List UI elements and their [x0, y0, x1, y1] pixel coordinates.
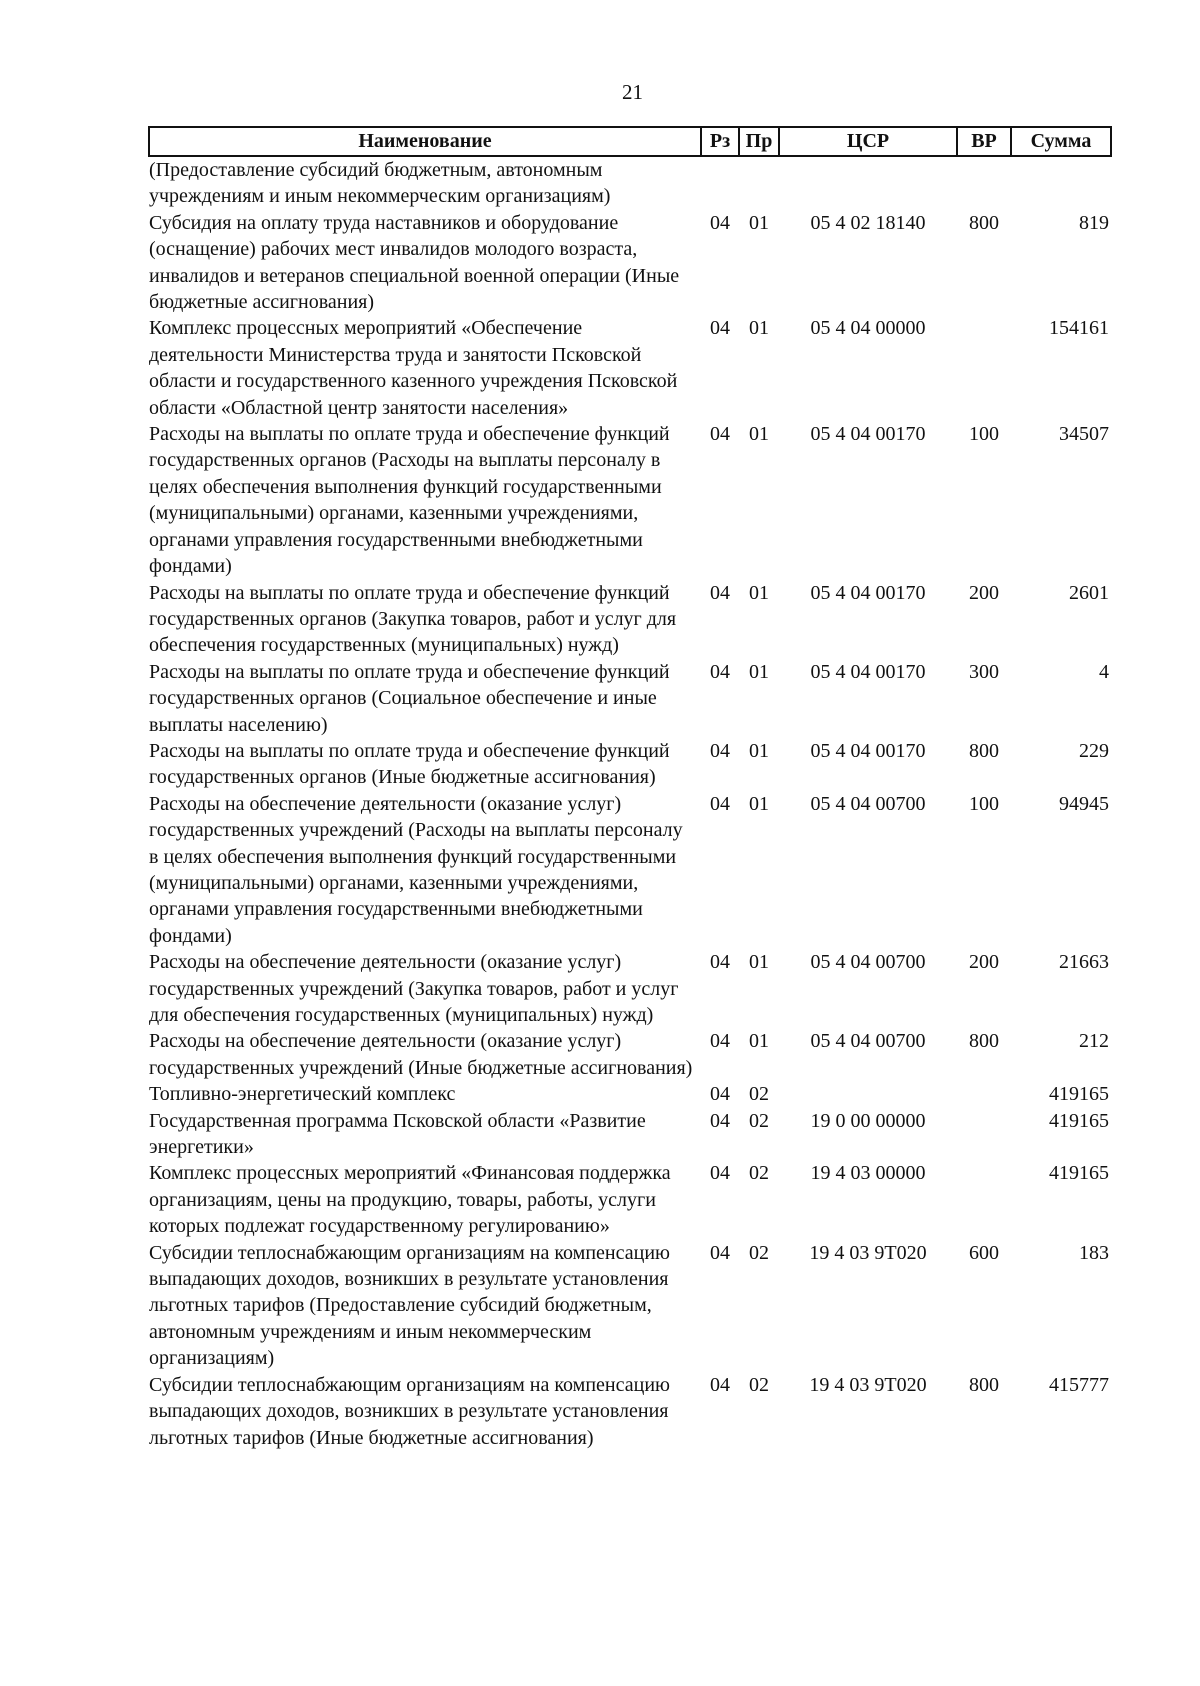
cell-csr: [779, 1081, 957, 1107]
cell-csr: 05 4 04 00170: [810, 581, 926, 604]
cell-sum: 21663: [1059, 951, 1109, 974]
header-vr: ВР: [957, 127, 1011, 156]
table-row: [149, 1081, 1111, 1107]
cell-sum: 2601: [1069, 581, 1109, 604]
cell-pr: 01: [749, 317, 769, 340]
header-rz: Рз: [701, 127, 739, 156]
cell-sum: 419165: [1049, 1083, 1109, 1106]
cell-rz: 04: [710, 1083, 730, 1106]
cell-pr: 02: [749, 1083, 769, 1106]
cell-sum: 183: [1079, 1241, 1109, 1264]
cell-csr: 19 0 00 00000: [810, 1109, 926, 1132]
cell-csr: 05 4 04 00700: [810, 792, 926, 815]
cell-name: Расходы на выплаты по оплате труда и обеспечение функций государственных органов (Расходы на выплаты персоналу в целях обеспечения выполнения функций государственными (муниципальными) органами, казенными учреждениями, органами управления государственными внебюджетными фондами): [149, 423, 670, 578]
cell-csr: 05 4 04 00700: [810, 1030, 926, 1053]
table-row: [149, 791, 1111, 949]
table-row: [149, 1372, 1111, 1451]
header-name: Наименование: [149, 127, 701, 156]
cell-rz: 04: [710, 317, 730, 340]
cell-csr: 19 4 03 00000: [810, 1162, 926, 1185]
cell-vr: [957, 1081, 1011, 1107]
cell-vr: 800: [969, 739, 999, 762]
cell-name: Расходы на выплаты по оплате труда и обеспечение функций государственных органов (Социальное обеспечение и иные выплаты населению): [149, 660, 670, 736]
cell-name: Государственная программа Псковской области «Развитие энергетики»: [149, 1109, 646, 1159]
cell-rz: 04: [710, 1109, 730, 1132]
cell-csr: 19 4 03 9Т020: [809, 1373, 927, 1396]
table-row: [149, 1240, 1111, 1372]
cell-rz: 04: [710, 1162, 730, 1185]
cell-csr: 05 4 04 00170: [810, 423, 926, 446]
cell-pr: 01: [749, 581, 769, 604]
cell-pr: 01: [749, 211, 769, 234]
cell-csr: 05 4 04 00170: [810, 660, 926, 683]
table-body: [149, 156, 1111, 1451]
cell-vr: 800: [969, 211, 999, 234]
table-row: [149, 949, 1111, 1028]
cell-pr: 02: [749, 1162, 769, 1185]
table-row: [149, 1108, 1111, 1161]
cell-pr: 01: [749, 660, 769, 683]
cell-sum: 154161: [1049, 317, 1109, 340]
cell-name: Субсидии теплоснабжающим организациям на компенсацию выпадающих доходов, возникших в результате установления льготных тарифов (Иные бюджетные ассигнования): [149, 1373, 670, 1449]
cell-vr: 100: [969, 792, 999, 815]
header-sum: Сумма: [1011, 127, 1111, 156]
cell-vr: 600: [969, 1241, 999, 1264]
header-csr: ЦСР: [779, 127, 957, 156]
cell-csr: 19 4 03 9Т020: [809, 1241, 927, 1264]
cell-vr: 300: [969, 660, 999, 683]
cell-vr: 800: [969, 1373, 999, 1396]
cell-name: Расходы на обеспечение деятельности (оказание услуг) государственных учреждений (Иные бюджетные ассигнования): [149, 1030, 693, 1079]
cell-name: (Предоставление субсидий бюджетным, автономным учреждениям и иным некоммерческим организациям): [149, 159, 611, 208]
table-row: [149, 315, 1111, 421]
table-header: [149, 127, 1111, 156]
cell-vr: 200: [969, 581, 999, 604]
cell-vr: [957, 1108, 1011, 1161]
cell-pr: 01: [749, 739, 769, 762]
cell-sum: 819: [1079, 211, 1109, 234]
table-row: [149, 156, 1111, 210]
cell-sum: 34507: [1059, 423, 1109, 446]
cell-csr: [779, 156, 957, 210]
cell-rz: 04: [710, 1030, 730, 1053]
page-number: 21: [622, 80, 643, 104]
cell-rz: 04: [710, 1373, 730, 1396]
cell-rz: 04: [710, 423, 730, 446]
cell-pr: 02: [749, 1109, 769, 1132]
cell-sum: [1011, 156, 1111, 210]
cell-rz: 04: [710, 660, 730, 683]
table-row: [149, 1160, 1111, 1239]
cell-name: Расходы на выплаты по оплате труда и обеспечение функций государственных органов (Закупка товаров, работ и услуг для обеспечения государственных (муниципальных) нужд): [149, 581, 677, 657]
cell-name: Комплекс процессных мероприятий «Обеспечение деятельности Министерства труда и занятости Псковской области и государственного казенного учреждения Псковской области «Областной центр занятости населения»: [149, 317, 678, 419]
cell-sum: 419165: [1049, 1162, 1109, 1185]
table-row: [149, 580, 1111, 659]
cell-sum: 419165: [1049, 1109, 1109, 1132]
cell-csr: 05 4 04 00000: [810, 317, 926, 340]
cell-rz: 04: [710, 951, 730, 974]
cell-vr: [957, 315, 1011, 421]
cell-pr: 01: [749, 423, 769, 446]
cell-rz: 04: [710, 792, 730, 815]
header-pr: Пр: [739, 127, 779, 156]
cell-vr: 800: [969, 1030, 999, 1053]
cell-name: Субсидии теплоснабжающим организациям на компенсацию выпадающих доходов, возникших в результате установления льготных тарифов (Предоставление субсидий бюджетным, автономным учреждениям и иным некоммерческим организациям): [149, 1241, 670, 1370]
cell-csr: 05 4 04 00700: [810, 951, 926, 974]
cell-vr: [957, 1160, 1011, 1239]
cell-sum: 212: [1079, 1030, 1109, 1053]
cell-rz: 04: [710, 739, 730, 762]
table-row: [149, 659, 1111, 738]
table-row: [149, 421, 1111, 579]
cell-rz: 04: [710, 581, 730, 604]
cell-rz: 04: [710, 1241, 730, 1264]
table-row: [149, 738, 1111, 791]
cell-pr: 01: [749, 792, 769, 815]
cell-csr: 05 4 04 00170: [810, 739, 926, 762]
cell-pr: 02: [749, 1373, 769, 1396]
cell-pr: 02: [749, 1241, 769, 1264]
cell-sum: 94945: [1059, 792, 1109, 815]
cell-sum: 4: [1099, 660, 1109, 683]
cell-name: Расходы на обеспечение деятельности (оказание услуг) государственных учреждений (Расходы на выплаты персоналу в целях обеспечения выполнения функций государственными (муниципальными) органами, казенными учреждениями, органами управления государственными внебюджетными фондами): [149, 792, 683, 947]
cell-vr: 100: [969, 423, 999, 446]
cell-pr: 01: [749, 1030, 769, 1053]
cell-rz: [701, 156, 739, 210]
table-row: [149, 1028, 1111, 1081]
table-row: [149, 210, 1111, 316]
cell-name: Топливно-энергетический комплекс: [149, 1083, 456, 1106]
cell-sum: 229: [1079, 739, 1109, 762]
cell-name: Расходы на выплаты по оплате труда и обеспечение функций государственных органов (Иные бюджетные ассигнования): [149, 739, 670, 789]
budget-table: [148, 126, 1112, 1451]
cell-csr: 05 4 02 18140: [810, 211, 926, 234]
cell-pr: [739, 156, 779, 210]
cell-name: Комплекс процессных мероприятий «Финансовая поддержка организациям, цены на продукцию, товары, работы, услуги которых подлежат государственному регулированию»: [149, 1162, 671, 1238]
cell-rz: 04: [710, 211, 730, 234]
cell-sum: 415777: [1049, 1373, 1109, 1396]
cell-vr: [957, 156, 1011, 210]
cell-name: Субсидия на оплату труда наставников и оборудование (оснащение) рабочих мест инвалидов молодого возраста, инвалидов и ветеранов специальной военной операции (Иные бюджетные ассигнования): [149, 211, 680, 314]
cell-vr: 200: [969, 951, 999, 974]
cell-name: Расходы на обеспечение деятельности (оказание услуг) государственных учреждений (Закупка товаров, работ и услуг для обеспечения государственных (муниципальных) нужд): [149, 951, 679, 1026]
cell-pr: 01: [749, 951, 769, 974]
